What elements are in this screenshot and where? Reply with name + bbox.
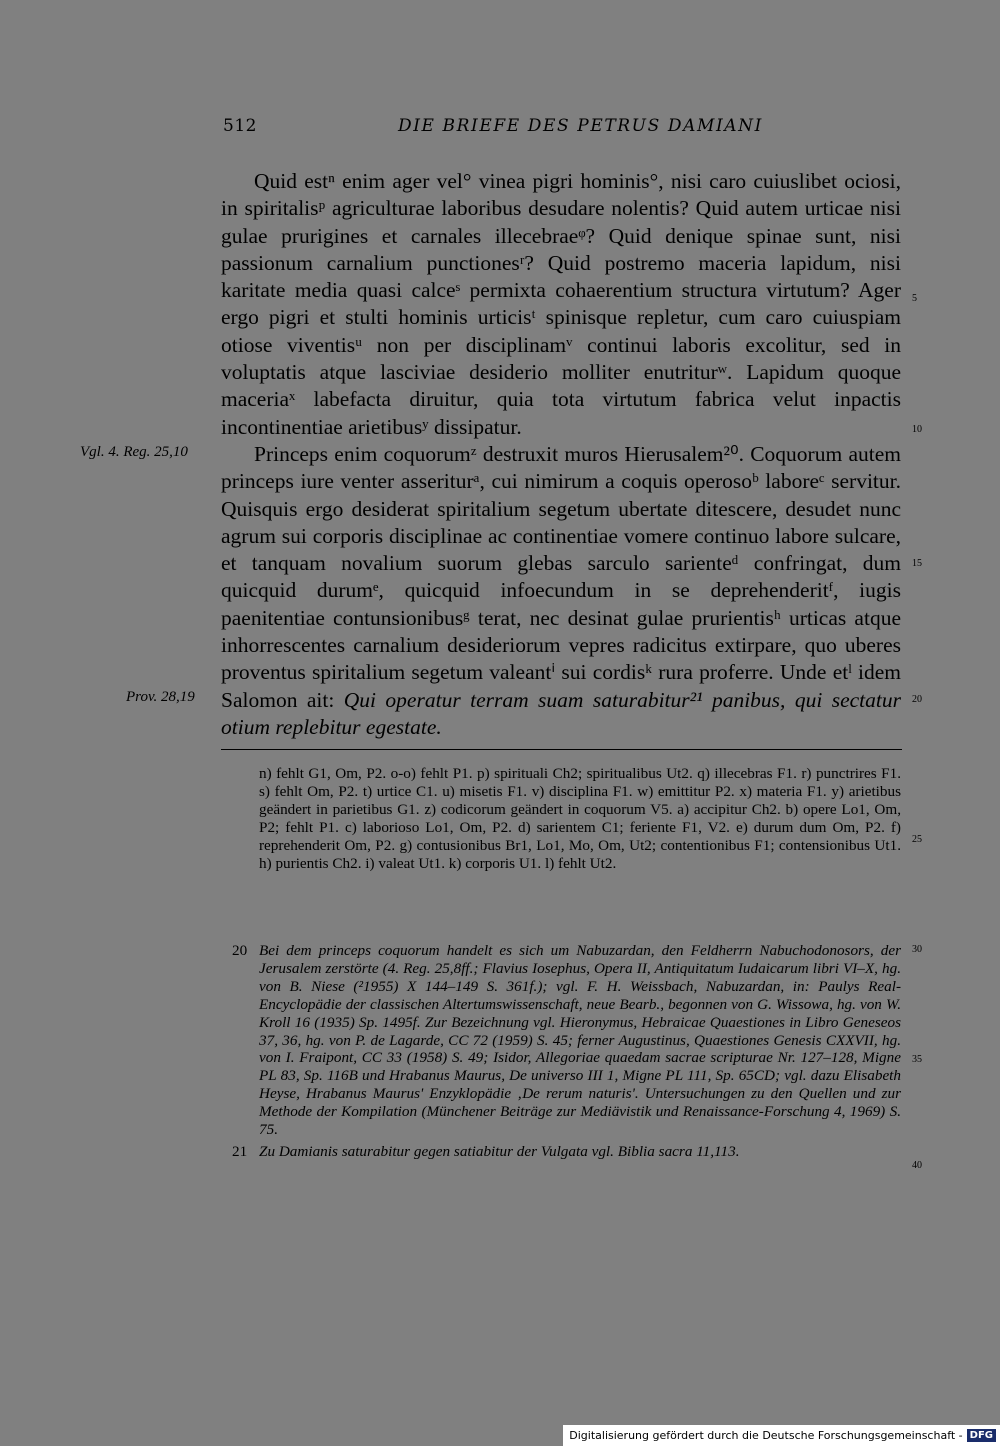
dfg-credit-text: Digitalisierung gefördert durch die Deutsche Forschungsgemeinschaft -: [569, 1429, 963, 1442]
footnotes: [232, 942, 901, 1165]
paragraph-2: [221, 441, 901, 741]
paragraph-2-text: Princeps enim coquorumᶻ destruxit muros Hierusalem²⁰. Coquorum autem princeps iure venter asseriturᵃ, cui nimirum a coquis operosoᵇ laboreᶜ servitur. Quisquis ergo desiderat spiritalium segetum ubertate ditescere, desudet nunc agrum sui corporis disciplinae ac continentiae vomere continuo labore sulcare, et tanquam novalium suorum glebas sarculo sarienteᵈ confringat, dum quicquid durumᵉ, quicquid infoecundum in se deprehenderitᶠ, iugis paenitentiae contunsionibusᵍ terat, nec desinat gulae prurientisʰ urticas atque inhorrescentes carnalium desideriorum vepres radicitus extirpare, quo uberes proventus spiritalium segetum valeantⁱ sui cordisᵏ rura proferre. Unde etˡ idem Salomon ait:: [221, 441, 901, 712]
footnote-text: Bei dem princeps coquorum handelt es sich um Nabuzardan, den Feldherrn Nabuchodonosors, der Jerusalem zerstörte (4. Reg. 25,8ff.; Flavius Iosephus, Opera II, Antiquitatum Iudaicarum libri VI–X, hg. von B. Niese (²1955) X 144–149 S. 361f.); vgl. F. H. Weissbach, Nabuzardan, in: Paulys Real-Encyclopädie der classischen Altertumswissenschaft, neue Bearb., begonnen von G. Wissowa, hg. von W. Kroll 16 (1935) Sp. 1495f. Zur Bezeichnung vgl. Hieronymus, Hebraicae Quaestiones in Libro Geneseos 37, 36, hg. von P. de Lagarde, CC 72 (1959) S. 45; ferner Augustinus, Quaestiones Genesis CXXVII, hg. von I. Fraipont, CC 33 (1958) S. 49; Isidor, Allegoriae quaedam sacrae scripturae Nr. 127–128, Migne PL 83, Sp. 116B und Hrabanus Maurus, De universo III 1, Migne PL 111, Sp. 65CD; vgl. dazu Elisabeth Heyse, Hrabanus Maurus' Enzyklopädie ‚De rerum naturis'. Untersuchungen zu den Quellen und zur Methode der Kompilation (Münchener Beiträge zur Mediävistik und Renaissance-Forschung 4, 1969) S. 75.: [259, 942, 901, 1139]
scripture-quote: Qui operatur terram suam saturabitur²¹ panibus, qui sectatur otium replebitur egestate.: [221, 687, 901, 739]
footnote-number: 21: [232, 1142, 248, 1160]
line-number: 20: [912, 694, 922, 705]
line-number: 15: [912, 558, 922, 569]
line-number: 40: [912, 1160, 922, 1171]
footnote-text: Zu Damianis saturabitur gegen satiabitur der Vulgata vgl. Biblia sacra 11,113.: [259, 1142, 740, 1160]
page-number: 512: [223, 116, 257, 136]
dfg-credit-bar: [563, 1425, 1000, 1446]
dfg-logo: DFG: [967, 1429, 996, 1442]
footnote-number: 20: [232, 942, 248, 959]
margin-note-reg: Vgl. 4. Reg. 25,10: [80, 444, 188, 460]
line-number: 35: [912, 1054, 922, 1065]
critical-apparatus: n) fehlt G1, Om, P2. o-o) fehlt P1. p) spirituali Ch2; spiritualibus Ut2. q) illecebras F1. r) punctrires F1. s) fehlt Om, P2. t) urtice C1. u) misetis F1. v) disciplina F1. w) emittitur P2. x) materia F1. y) arietibus geändert in parietibus G1. z) codicorum geändert in coquorum V5. a) accipitur Ch2. b) opere Lo1, Om, P2; fehlt P1. c) laborioso Lo1, Om, P2. d) sarientem C1; feriente F1, V2. e) durum dum Om, P2. f) reprehenderit Om, P2. g) contusionibus Br1, Lo1, Mo, Om, Ut2; contentionibus F1; contensionibus Ut1. h) purientis Ch2. i) valeat Ut1. k) corporis U1. l) fehlt Ut2.: [259, 765, 901, 872]
running-title: DIE BRIEFE DES PETRUS DAMIANI: [398, 116, 763, 136]
footnote-21: [232, 1143, 901, 1161]
margin-note-prov: Prov. 28,19: [126, 689, 195, 705]
main-text: [221, 168, 901, 741]
line-number: 5: [912, 293, 917, 304]
footnote-divider: [221, 749, 902, 750]
footnote-20: [232, 942, 901, 1139]
line-number: 30: [912, 944, 922, 955]
line-number: 25: [912, 834, 922, 845]
line-number: 10: [912, 424, 922, 435]
paragraph-1: Quid estⁿ enim ager vel° vinea pigri hominis°, nisi caro cuiuslibet ociosi, in spiritalisᵖ agriculturae laboribus desudare nolentis? Quid autem urticae nisi gulae prurigines et carnales illecebraeᵠ? Quid denique spinae sunt, nisi passionum carnalium punctionesʳ? Quid postremo maceria lapidum, nisi karitate media quasi calceˢ permixta cohaerentium structura virtutum? Ager ergo pigri et stulti hominis urticisᵗ spinisque repletur, cum caro cuiuspiam otiose viventisᵘ non per disciplinamᵛ continui laboris excolitur, sed in voluptatis atque lasciviae desiderio molliter enutriturʷ. Lapidum quoque maceriaˣ labefacta diruitur, quia tota virtutum fabrica velut inpactis incontinentiae arietibusʸ dissipatur.: [221, 169, 901, 439]
